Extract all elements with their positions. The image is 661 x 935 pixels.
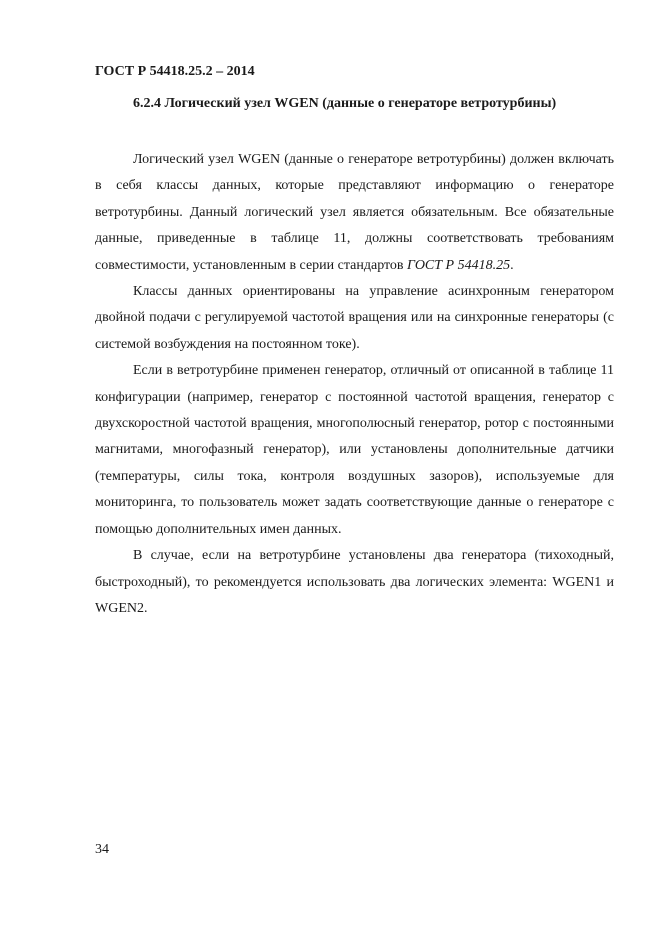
- body-text: [95, 147, 614, 622]
- paragraph-1-text: Логический узел WGEN (данные о генераторе ветротурбины) должен включать в себя классы данных, которые представляют информацию о генераторе ветротурбины. Данный логический узел является обязательным. Все обязательные данные, приведенные в таблице 11, должны соответствовать требованиям совместимости, установленным в серии стандартов: [95, 152, 614, 273]
- document-header: ГОСТ Р 54418.25.2 – 2014: [95, 64, 255, 79]
- paragraph-2: Классы данных ориентированы на управление асинхронным генератором двойной подачи с регулируемой частотой вращения или на синхронные генераторы (с системой возбуждения на постоянном токе).: [95, 284, 614, 352]
- standard-reference: ГОСТ Р 54418.25: [407, 257, 511, 273]
- paragraph-3: Если в ветротурбине применен генератор, отличный от описанной в таблице 11 конфигурации (например, генератор с постоянной частотой вращения, генератор с двухскоростной частотой вращения, многополюсный генератор, ротор с постоянными магнитами, многофазный генератор), или установлены дополнительные датчики (температуры, силы тока, контроля воздушных зазоров), используемые для мониторинга, то пользователь может задать соответствующие данные о генераторе с помощью дополнительных имен данных.: [95, 363, 614, 537]
- paragraph-1: [95, 147, 614, 279]
- page-number: 34: [95, 842, 109, 857]
- paragraph-1-suffix: .: [510, 257, 514, 273]
- section-title: 6.2.4 Логический узел WGEN (данные о генераторе ветротурбины): [133, 96, 557, 111]
- paragraph-4: В случае, если на ветротурбине установлены два генератора (тихоходный, быстроходный), то рекомендуется использовать два логических элемента: WGEN1 и WGEN2.: [95, 548, 614, 616]
